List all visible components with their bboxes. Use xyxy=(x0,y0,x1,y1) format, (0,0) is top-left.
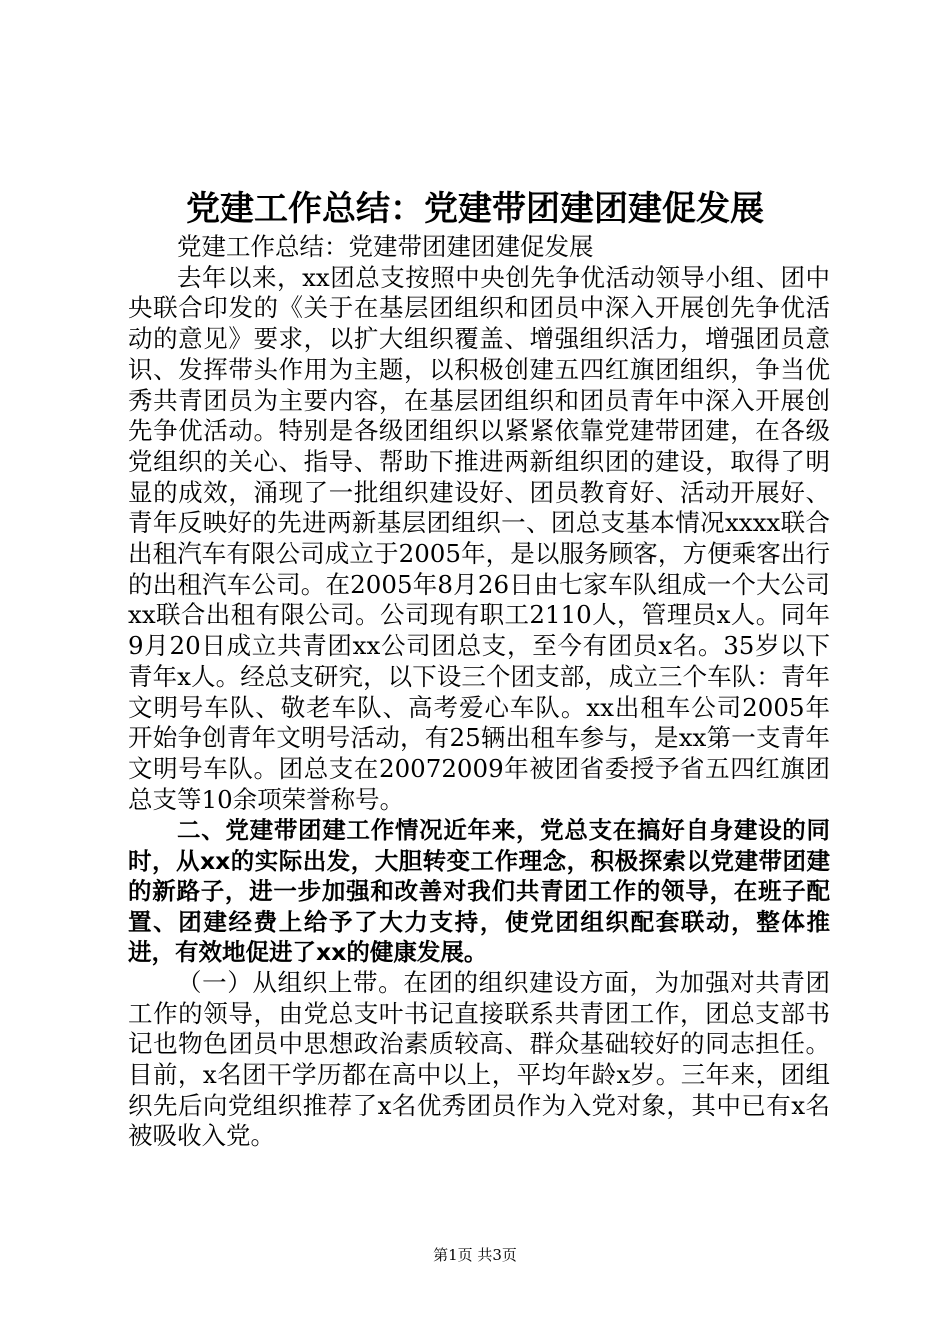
paragraph-lead-heading: （一）从组织上带。 xyxy=(177,967,404,997)
body-paragraph-subtitle: 党建工作总结：党建带团建团建促发展 xyxy=(177,232,594,261)
body-paragraph-section-two: 二、党建带团建工作情况近年来，党总支在搞好自身建设的同时，从xx的实际出发，大胆转变工作理念，积极探索以党建带团建的新路子，进一步加强和改善对我们共青团工作的领导，在班子配置、团建经费上给予了大力支持，使党团组织配套联动，整体推进，有效地促进了xx的健康发展。 xyxy=(128,816,830,967)
page-footer: 第1页 共3页 xyxy=(433,1246,517,1264)
document-title: 党建工作总结：党建带团建团建促发展 xyxy=(186,189,764,229)
body-paragraph-organization xyxy=(128,968,830,1152)
body-paragraph-basic-situation: 去年以来，xx团总支按照中央创先争优活动领导小组、团中央联合印发的《关于在基层团组织和团员中深入开展创先争优活动的意见》要求，以扩大组织覆盖、增强组织活力，增强团员意识、发挥带头作用为主题，以积极创建五四红旗团组织，争当优秀共青团员为主要内容，在基层团组织和团员青年中深入开展创先争优活动。特别是各级团组织以紧紧依靠党建带团建，在各级党组织的关心、指导、帮助下推进两新组织团的建设，取得了明显的成效，涌现了一批组织建设好、团员教育好、活动开展好、青年反映好的先进两新基层团组织一、团总支基本情况xxxx联合出租汽车有限公司成立于2005年，是以服务顾客，方便乘客出行的出租汽车公司。在2005年8月26日由七家车队组成一个大公司xx联合出租有限公司。公司现有职工2110人，管理员x人。同年9月20日成立共青团xx公司团总支，至今有团员x名。35岁以下青年x人。经总支研究，以下设三个团支部，成立三个车队：青年文明号车队、敬老车队、高考爱心车队。xx出租车公司2005年开始争创青年文明号活动，有25辆出租车参与，是xx第一支青年文明号车队。团总支在20072009年被团省委授予省五四红旗团总支等10余项荣誉称号。 xyxy=(128,262,830,814)
paragraph-body-text: 在团的组织建设方面，为加强对共青团工作的领导，由党总支叶书记直接联系共青团工作，团总支部书记也物色团员中思想政治素质较高、群众基础较好的同志担任。目前，x名团干学历都在高中以上，平均年龄x岁。三年来，团组织先后向党组织推荐了x名优秀团员作为入党对象，其中已有x名被吸收入党。 xyxy=(128,967,831,1151)
document-body xyxy=(128,232,830,1152)
